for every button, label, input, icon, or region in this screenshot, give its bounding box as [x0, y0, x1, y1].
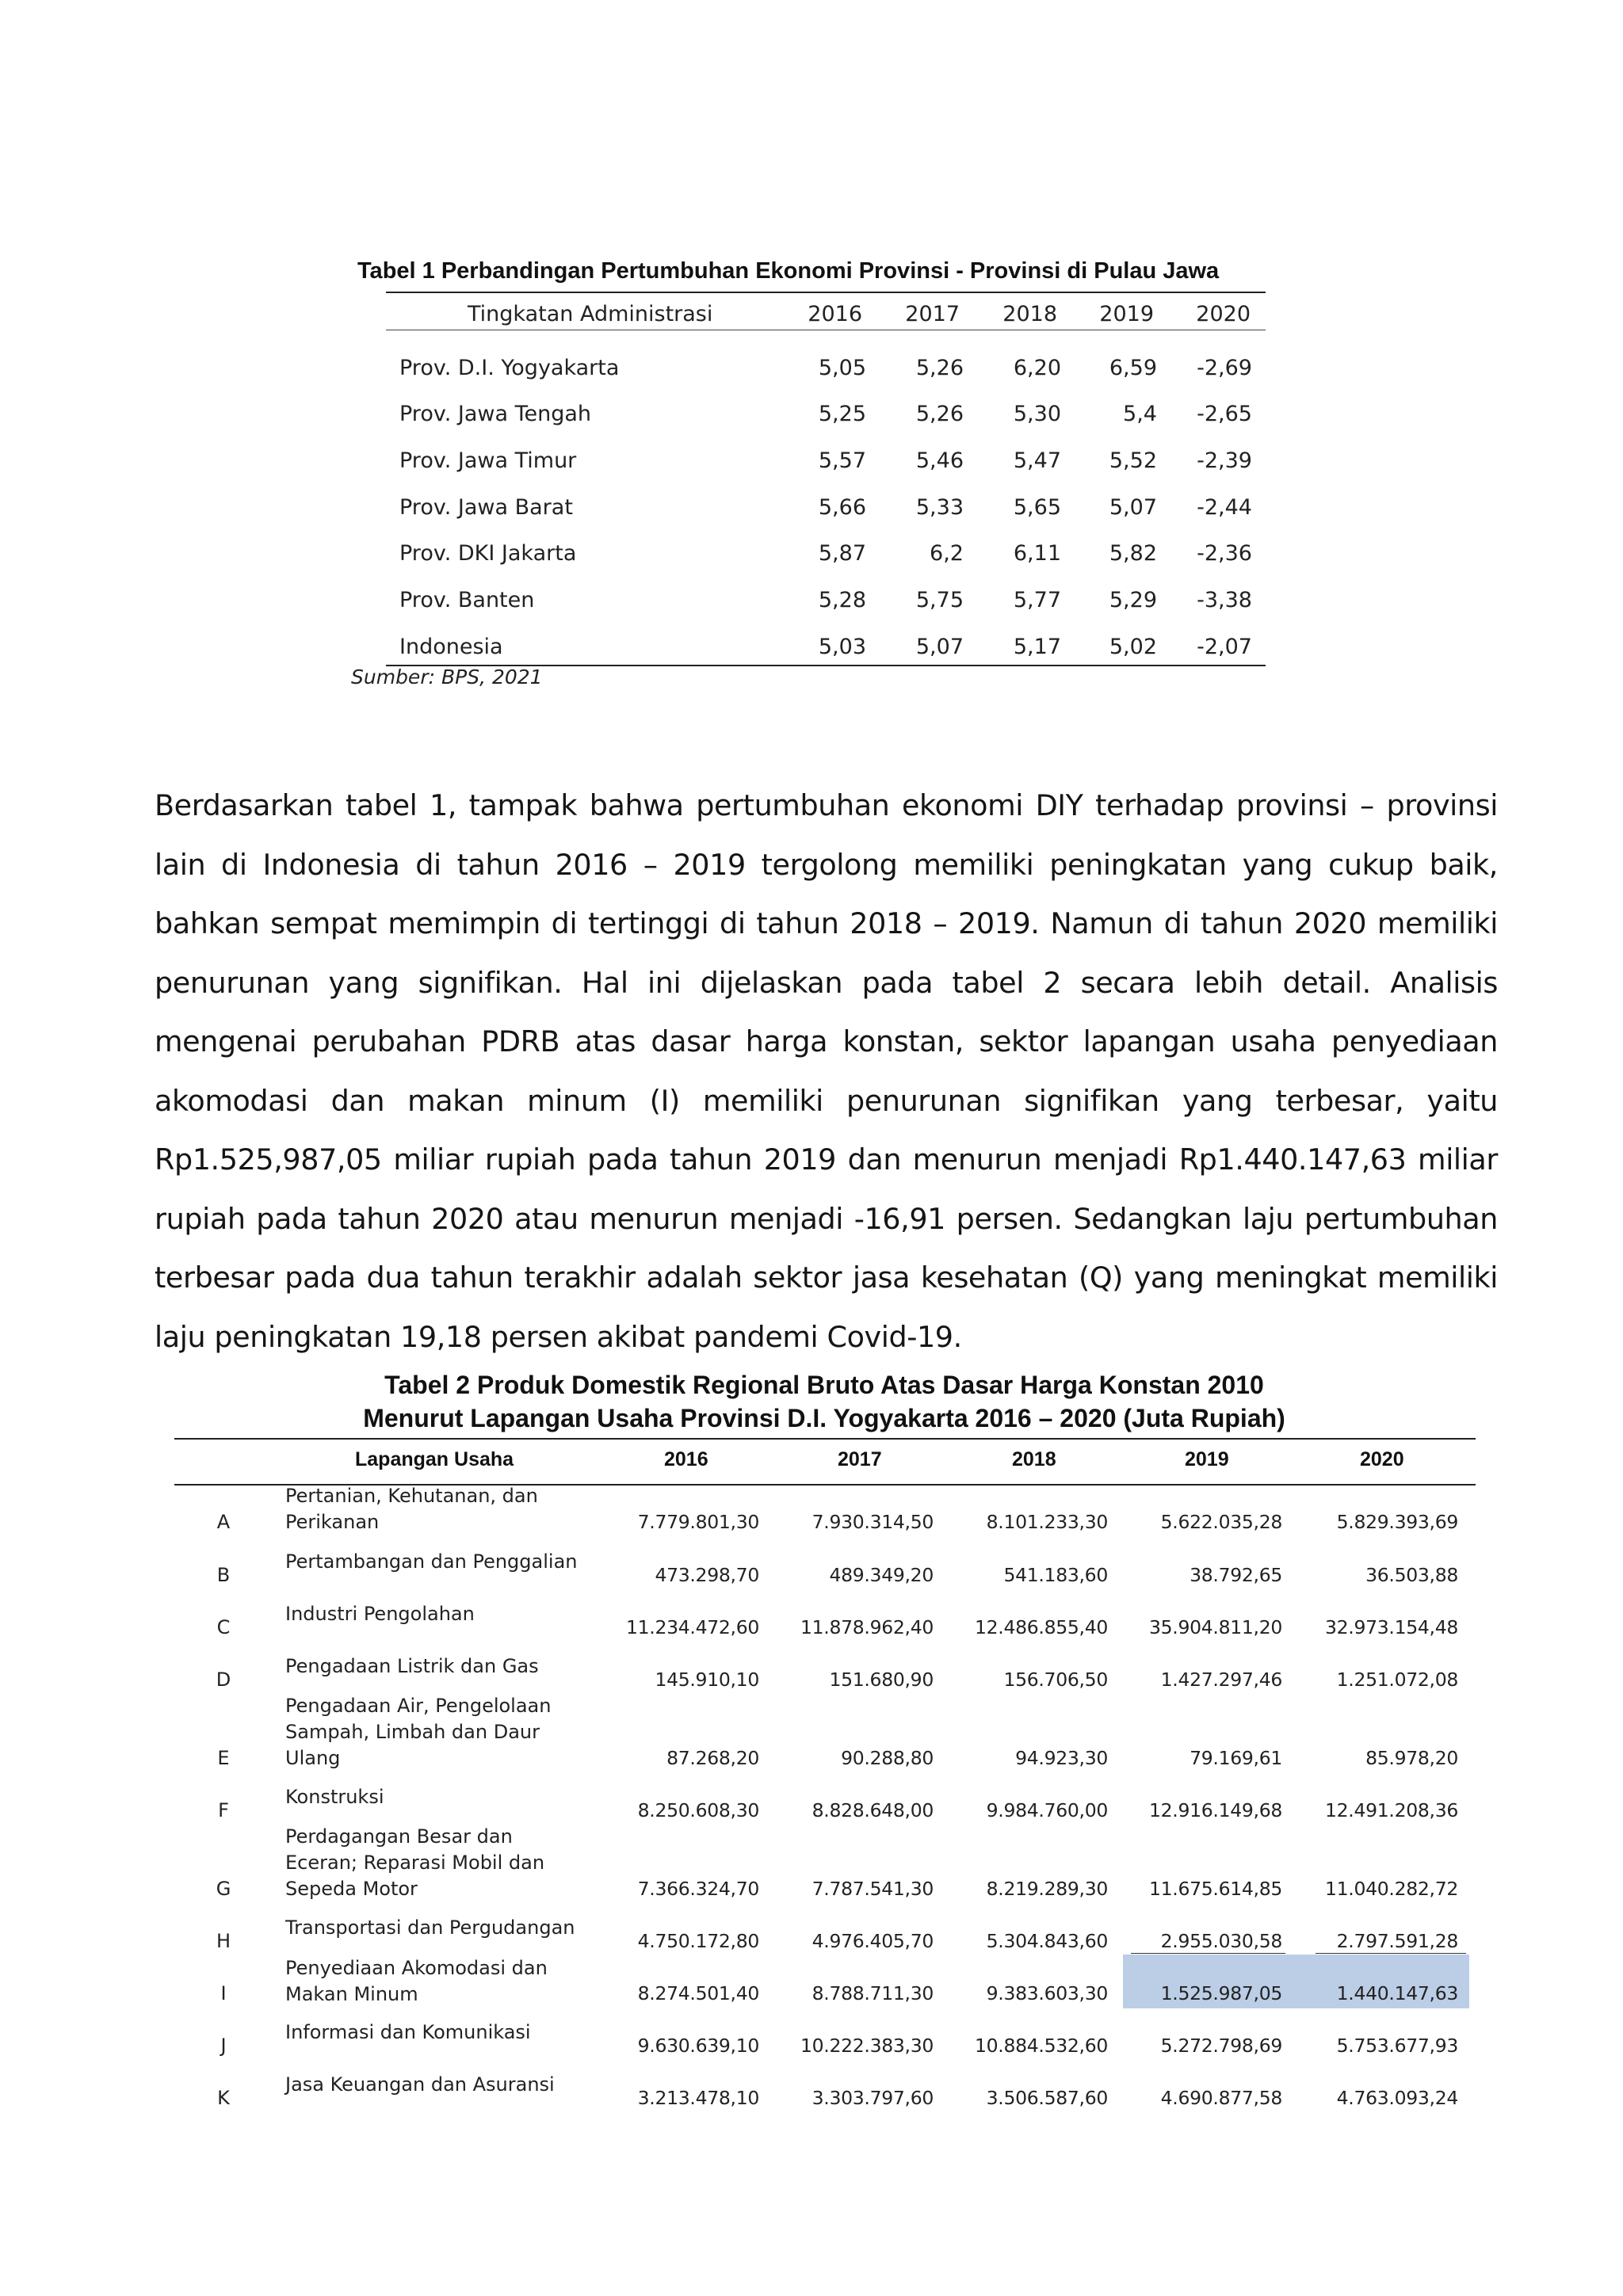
table2-cell: 5.829.393,69: [1336, 1511, 1458, 1533]
table1-cell: -2,39: [1197, 448, 1252, 473]
table2-row-label: Pengadaan Listrik dan Gas: [285, 1655, 539, 1677]
table1-source: Sumber: BPS, 2021: [351, 666, 543, 688]
table1-cell: 5,26: [915, 356, 964, 380]
table2-cell: 8.219.289,30: [986, 1878, 1108, 1900]
table2-cell: 3.506.587,60: [986, 2087, 1108, 2109]
table2-cell: 12.916.149,68: [1148, 1799, 1282, 1821]
table2-cell: 11.675.614,85: [1148, 1878, 1282, 1900]
table2-cell: 1.251.072,08: [1336, 1669, 1458, 1691]
table1-year-header: 2017: [905, 302, 960, 326]
table1-cell: -3,38: [1197, 588, 1252, 612]
table2-cell: 10.222.383,30: [800, 2035, 934, 2057]
table2-row-label: Penyediaan Akomodasi dan Makan Minum: [285, 1957, 548, 2005]
table2-cell: 10.884.532,60: [974, 2035, 1108, 2057]
table1-cell: 6,2: [930, 541, 964, 566]
table1-cell: 5,82: [1109, 541, 1157, 566]
table2-cell: 145.910,10: [655, 1669, 759, 1691]
table2-cell: 4.763.093,24: [1336, 2087, 1458, 2109]
table2-cell: 4.690.877,58: [1160, 2087, 1282, 2109]
table2-cell: 156.706,50: [1003, 1669, 1108, 1691]
table1-cell: 5,29: [1109, 588, 1157, 612]
table2-cell: 7.787.541,30: [812, 1878, 934, 1900]
table2-cell: 32.973.154,48: [1324, 1616, 1458, 1638]
table1-cell: 6,59: [1109, 356, 1157, 380]
table1-row-name: Prov. Jawa Barat: [399, 495, 573, 520]
table1-row-name: Prov. Jawa Tengah: [399, 402, 592, 426]
table1-cell: 5,57: [818, 448, 866, 473]
table1-row-name: Indonesia: [399, 635, 503, 659]
table2-cell: 1.525.987,05: [1160, 1982, 1282, 2004]
table2-row-label: Perdagangan Besar dan Eceran; Reparasi Mobil dan Sepeda Motor: [285, 1825, 545, 1900]
table2-row-label: Industri Pengolahan: [285, 1603, 475, 1625]
table2-cell: 7.779.801,30: [637, 1511, 759, 1533]
table2-row-label: Konstruksi: [285, 1786, 384, 1808]
table2-row-code: A: [216, 1511, 231, 1533]
table1-cell: 5,47: [1013, 448, 1061, 473]
table2-row-label: Pertambangan dan Penggalian: [285, 1550, 578, 1573]
table2-cell: 35.904.811,20: [1148, 1616, 1282, 1638]
table2-title-line2: Menurut Lapangan Usaha Provinsi D.I. Yogyakarta 2016 – 2020 (Juta Rupiah): [363, 1404, 1285, 1432]
table2-row-code: K: [217, 2087, 230, 2109]
table1-cell: -2,36: [1197, 541, 1252, 566]
table1-cell: 5,05: [818, 356, 866, 380]
table2-cell: 489.349,20: [829, 1564, 934, 1586]
table2-cell: 9.984.760,00: [986, 1799, 1108, 1821]
table1-cell: 5,65: [1013, 495, 1061, 520]
table2-cell: 8.828.648,00: [812, 1799, 934, 1821]
table2-top-rule: [174, 1438, 1476, 1440]
table2-cell: 5.304.843,60: [986, 1930, 1108, 1952]
table2-year-header: 2019: [1185, 1448, 1229, 1470]
table2-cell: 1.427.297,46: [1160, 1669, 1282, 1691]
table2-cell: 473.298,70: [655, 1564, 759, 1586]
table2-row-code: D: [216, 1669, 231, 1691]
table1-cell: 5,17: [1013, 635, 1061, 659]
table2-cell: 94.923,30: [1015, 1747, 1108, 1769]
table2-cell: 8.274.501,40: [637, 1982, 759, 2004]
table1-cell: 5,77: [1013, 588, 1061, 612]
table1-cell: 5,07: [1109, 495, 1157, 520]
table2-cell: 3.303.797,60: [812, 2087, 934, 2109]
table1-row-name: Prov. Jawa Timur: [399, 448, 577, 473]
table2-row-code: G: [216, 1878, 231, 1900]
table2-cell: 12.486.855,40: [974, 1616, 1108, 1638]
table2-cell: 87.268,20: [666, 1747, 759, 1769]
table2-cell: 8.101.233,30: [986, 1511, 1108, 1533]
table2-cell: 3.213.478,10: [637, 2087, 759, 2109]
table1-cell: 5,07: [915, 635, 964, 659]
table2-cell: 5.272.798,69: [1160, 2035, 1282, 2057]
body-paragraph: Berdasarkan tabel 1, tampak bahwa pertumbuhan ekonomi DIY terhadap provinsi – provinsi lain di Indonesia di tahun 2016 – 2019 tergolong memiliki peningkatan yang cukup baik, bahkan sempat memimpin di tertinggi di tahun 2018 – 2019. Namun di tahun 2020 memiliki penurunan yang signifikan. Hal ini dijelaskan pada tabel 2 secara lebih detail. Analisis mengenai perubahan PDRB atas dasar harga konstan, sektor lapangan usaha penyediaan akomodasi dan makan minum (I) memiliki penurunan signifikan yang terbesar, yaitu Rp1.525,987,05 miliar rupiah pada tahun 2019 dan menurun menjadi Rp1.440.147,63 miliar rupiah pada tahun 2020 atau menurun menjadi -16,91 persen. Sedangkan laju pertumbuhan terbesar pada dua tahun terakhir adalah sektor jasa kesehatan (Q) yang meningkat memiliki laju peningkatan 19,18 persen akibat pandemi Covid-19.: [155, 788, 1498, 1354]
table2-row-code: E: [217, 1747, 230, 1769]
table1-year-header: 2018: [1002, 302, 1057, 326]
table1-row-name: Prov. DKI Jakarta: [399, 541, 577, 566]
table2-title-line1: Tabel 2 Produk Domestik Regional Bruto Atas Dasar Harga Konstan 2010: [384, 1371, 1264, 1399]
table1-cell: -2,44: [1197, 495, 1252, 520]
table1-cell: 5,26: [915, 402, 964, 426]
table2-row-code: C: [216, 1616, 231, 1638]
table2-year-header: 2017: [838, 1448, 882, 1470]
table2-year-header: 2018: [1012, 1448, 1056, 1470]
table1-cell: 6,20: [1013, 356, 1061, 380]
table2-cell: 9.383.603,30: [986, 1982, 1108, 2004]
table2-cell: 5.753.677,93: [1336, 2035, 1458, 2057]
table2-row-code: J: [220, 2035, 227, 2057]
table2-row-code: I: [220, 1982, 227, 2004]
table1-cell: 5,66: [818, 495, 866, 520]
table2-cell: 11.878.962,40: [800, 1616, 934, 1638]
table1-year-header: 2020: [1196, 302, 1251, 326]
table2-cell: 4.976.405,70: [812, 1930, 934, 1952]
table2-row-label: Transportasi dan Pergudangan: [285, 1917, 575, 1939]
table1-row-name: Prov. Banten: [399, 588, 535, 612]
table1-cell: 5,30: [1013, 402, 1061, 426]
table2-row-label: Informasi dan Komunikasi: [285, 2021, 531, 2043]
table1-cell: -2,07: [1197, 635, 1252, 659]
table2-cell: 5.622.035,28: [1160, 1511, 1282, 1533]
table2-cell: 11.234.472,60: [625, 1616, 759, 1638]
table1-cell: 5,4: [1123, 402, 1157, 426]
table1-cell: 5,46: [915, 448, 964, 473]
table1-cell: 5,52: [1109, 448, 1157, 473]
table1-col-header: Tingkatan Administrasi: [468, 302, 713, 326]
table1-year-header: 2016: [808, 302, 862, 326]
table1-cell: 5,28: [818, 588, 866, 612]
table2-cell: 7.930.314,50: [812, 1511, 934, 1533]
table1-year-header: 2019: [1099, 302, 1154, 326]
table2-cell: 79.169,61: [1190, 1747, 1282, 1769]
table2-cell: 7.366.324,70: [637, 1878, 759, 1900]
table1-cell: 6,11: [1013, 541, 1061, 566]
table2-cell: 90.288,80: [841, 1747, 934, 1769]
table2-cell: 38.792,65: [1190, 1564, 1282, 1586]
table2-cell: 151.680,90: [829, 1669, 934, 1691]
table2-cell: 1.440.147,63: [1336, 1982, 1458, 2004]
table1-row-name: Prov. D.I. Yogyakarta: [399, 356, 620, 380]
table1-cell: 5,75: [915, 588, 964, 612]
table2-year-header: 2016: [664, 1448, 708, 1470]
table1-cell: 5,03: [818, 635, 866, 659]
table2-cell: 4.750.172,80: [637, 1930, 759, 1952]
table2-cell: 85.978,20: [1365, 1747, 1458, 1769]
table2-cell: 8.788.711,30: [812, 1982, 934, 2004]
table2-row-code: F: [218, 1799, 229, 1821]
table2-col-header: Lapangan Usaha: [355, 1448, 514, 1470]
table2-row-code: B: [216, 1564, 231, 1586]
table2-row-label: Jasa Keuangan dan Asuransi: [285, 2073, 555, 2096]
table2-row-label: Pertanian, Kehutanan, dan Perikanan: [285, 1485, 538, 1533]
table2-row-code: H: [216, 1930, 231, 1952]
table1-cell: 5,25: [818, 402, 866, 426]
table2-cell: 8.250.608,30: [637, 1799, 759, 1821]
table2-cell: 2.955.030,58: [1160, 1930, 1282, 1952]
table1-cell: -2,65: [1197, 402, 1252, 426]
table1-cell: 5,02: [1109, 635, 1157, 659]
table1-cell: 5,87: [818, 541, 866, 566]
table2-cell: 2.797.591,28: [1336, 1930, 1458, 1952]
table2-cell: 11.040.282,72: [1324, 1878, 1458, 1900]
table2-cell: 36.503,88: [1365, 1564, 1458, 1586]
underline-h-2020: [1316, 1953, 1466, 1954]
table1-cell: 5,33: [915, 495, 964, 520]
table2-year-header: 2020: [1360, 1448, 1404, 1470]
table2-row-label: Pengadaan Air, Pengelolaan Sampah, Limbah dan Daur Ulang: [285, 1695, 552, 1769]
table2-cell: 541.183,60: [1003, 1564, 1108, 1586]
table1-cell: -2,69: [1197, 356, 1252, 380]
table1-title: Tabel 1 Perbandingan Pertumbuhan Ekonomi Provinsi - Provinsi di Pulau Jawa: [357, 258, 1220, 284]
table2-cell: 9.630.639,10: [637, 2035, 759, 2057]
underline-h-2019: [1131, 1953, 1285, 1954]
table2-cell: 12.491.208,36: [1324, 1799, 1458, 1821]
